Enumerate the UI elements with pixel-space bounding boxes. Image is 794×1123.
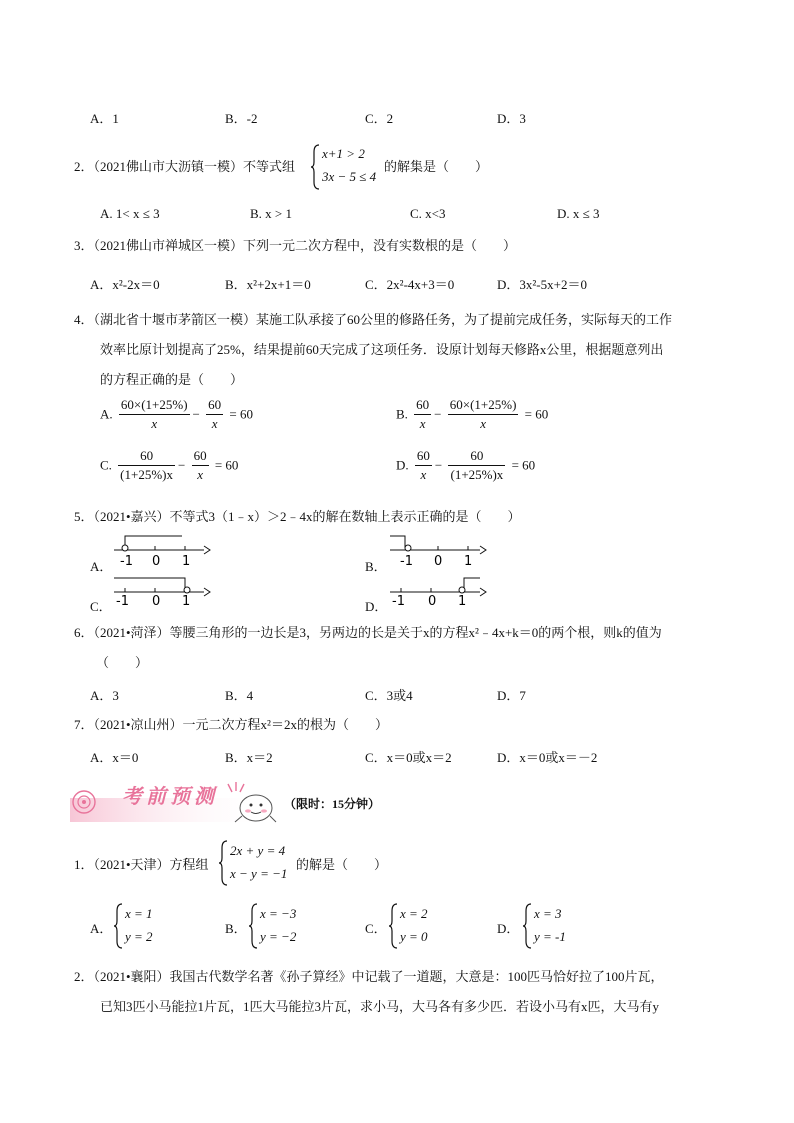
q6-option-d: D．7 [497,688,526,703]
q4-line3: 的方程正确的是（ ） [100,372,244,387]
q5-text: 5．（2021•嘉兴）不等式3（1﹣x）＞2﹣4x的解在数轴上表示正确的是（ ） [74,509,521,524]
tick-label: 1 [182,554,191,569]
tick-label: 0 [434,554,443,569]
tick-label: 1 [458,594,467,609]
q3-text: 3．（2021佛山市禅城区一模）下列一元二次方程中，没有实数根的是（ ） [74,238,517,253]
q4-line1: 4．（湖北省十堰市茅箭区一模）某施工队承接了60公里的修路任务，为了提前完成任务，实际每天的工作 [74,312,673,327]
p1-brace [218,840,228,886]
q7-option-d: D．x＝0或x＝－2 [497,750,598,765]
number-line-c [112,572,212,612]
p2-line2: 已知3匹小马能拉1片瓦，1匹大马能拉3片瓦，求小马，大马各有多少匹．若设小马有x匹，大马有y [100,999,660,1014]
q7-option-b: B．x＝2 [225,750,273,765]
q5-label-a: A． [90,559,113,574]
q4-option-b: B. $\frac{60}{x}$ − $\frac{60\times(1+25\%)}{x}$ = 60 [396,397,549,431]
q6-option-b: B．4 [225,688,254,703]
p1-option-b-brace [248,903,258,949]
option-c: C．2 [365,111,394,126]
q4-option-d: D. $\frac{60}{x}$ − $\frac{60}{(1+25\%)x}$ = 60 [396,448,536,482]
tick-label: -1 [400,554,413,569]
tick-label: 0 [428,594,437,609]
q2-option-a: A. 1< x ≤ 3 [100,206,160,221]
option-a: A．1 [90,111,119,126]
p1-suffix: 的解是（ ） [296,857,388,872]
number-line-a [112,530,212,570]
q7-text: 7．（2021•凉山州）一元二次方程x²＝2x的根为（ ） [74,717,388,732]
q4-option-c: C. $\frac{60}{(1+25\%)x}$ − $\frac{60}{x}$ = 60 [100,448,239,482]
p1-option-d-l2: y = -1 [534,929,566,944]
tick-label: -1 [116,594,129,609]
p1-option-b-l1: x = −3 [260,906,297,921]
tick-label: -1 [392,594,405,609]
p1-option-b-l2: y = −2 [260,929,297,944]
p1-line2: x − y = −1 [230,866,288,881]
tick-label: -1 [120,554,133,569]
q6-line1: 6．（2021•菏泽）等腰三角形的一边长是3，另两边的长是关于x的方程x²﹣4x+k＝0的两个根，则k的值为 [74,625,662,640]
q3-option-d: D．3x²-5x+2＝0 [497,277,587,292]
section-title: 考前预测 [122,784,218,808]
p1-line1: 2x + y = 4 [230,843,286,858]
p1-prefix: 1．（2021•天津）方程组 [74,857,209,872]
p1-option-c-brace [388,903,398,949]
q2-option-c: C. x<3 [410,206,446,221]
q6-line2: （ ） [96,655,149,670]
q5-label-d: D． [365,599,388,614]
p1-option-a-l2: y = 2 [125,929,153,944]
q2-option-b: B. x > 1 [250,206,293,221]
q3-option-c: C．2x²-4x+3＝0 [365,277,455,292]
q2-line1: x+1 > 2 [322,146,365,161]
tick-label: 1 [464,554,473,569]
p1-option-c-label: C． [365,921,387,936]
p1-option-d-brace [522,903,532,949]
p1-option-a-label: A． [90,921,113,936]
q2-prefix: 2．（2021佛山市大沥镇一模）不等式组 [74,159,296,174]
p1-option-d-l1: x = 3 [534,906,562,921]
option-d: D．3 [497,111,526,126]
p1-option-b-label: B． [225,921,247,936]
p1-option-c-l1: x = 2 [400,906,428,921]
q6-option-c: C．3或4 [365,688,413,703]
q5-label-b: B． [365,559,387,574]
number-line-b [388,530,488,570]
q2-brace [310,144,320,190]
q5-label-c: C． [90,599,112,614]
q2-suffix: 的解集是（ ） [384,159,489,174]
section-time-limit: （限时：15分钟） [284,797,381,811]
p1-option-a-l1: x = 1 [125,906,153,921]
q4-option-a: A. $\frac{60\times(1+25\%)}{x}$ − $\frac{60}{x}$ = 60 [100,397,253,431]
q7-option-a: A．x＝0 [90,750,139,765]
option-b: B．-2 [225,111,258,126]
q3-option-b: B．x²+2x+1＝0 [225,277,311,292]
p1-option-d-label: D． [497,921,520,936]
q4-line2: 效率比原计划提高了25%，结果提前60天完成了这项任务．设原计划每天修路x公里，根据题意列出 [100,342,664,357]
p1-option-a-brace [113,903,123,949]
q2-line2: 3x − 5 ≤ 4 [322,169,377,184]
q7-option-c: C．x＝0或x＝2 [365,750,452,765]
p2-line1: 2．（2021•襄阳）我国古代数学名著《孙子算经》中记载了一道题，大意是：100匹马恰好拉了100片瓦， [74,969,664,984]
tick-label: 0 [152,594,161,609]
tick-label: 0 [152,554,161,569]
p1-option-c-l2: y = 0 [400,929,428,944]
q2-option-d: D. x ≤ 3 [557,206,600,221]
q3-option-a: A．x²-2x＝0 [90,277,160,292]
q6-option-a: A．3 [90,688,119,703]
tick-label: 1 [182,594,191,609]
number-line-d [388,572,488,612]
